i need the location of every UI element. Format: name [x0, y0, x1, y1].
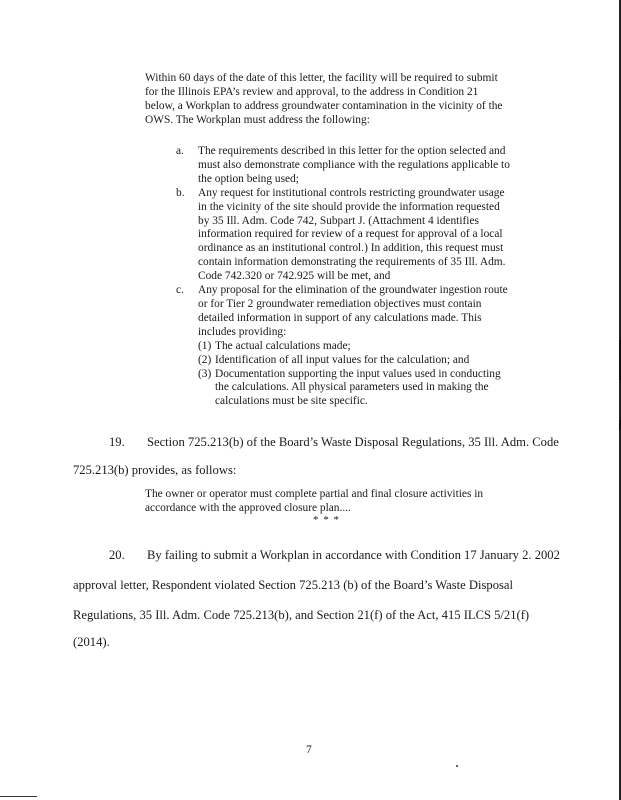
sublist-item: [198, 354, 511, 368]
sublist-item-text: Documentation supporting the input values used in conducting the calculations. All physical parameters used in making the calculations must be site specific.: [215, 367, 501, 408]
sublist-item-number: (3): [198, 367, 212, 380]
paragraph-20-line-1: [109, 540, 560, 570]
list-item-letter: b.: [176, 186, 185, 199]
sublist-item-text: The actual calculations made;: [215, 339, 351, 352]
list-item-text: Any proposal for the elimination of the groundwater ingestion route or for Tier 2 groundwater remediation objectives must contain detailed information in support of any calculations made. This includes providing:: [198, 284, 508, 338]
list-item-letter: a.: [176, 145, 184, 157]
ellipsis-stars: * * *: [313, 514, 340, 526]
scan-speck: [456, 765, 458, 767]
bottom-rule: [0, 796, 37, 797]
sublist-item: [198, 340, 511, 354]
sublist-item-text: Identification of all input values for the calculation; and: [215, 353, 470, 366]
list-item-text: Any request for institutional controls restricting groundwater usage in the vicinity of the site should provide the information requested by 35 Ill. Adm. Code 742, Subpart J. (Attachment 4 identifies information required for review of a request for approval of a local ordinance as an institutional control.) In addition, this request must contain information demonstrating the requirements of 35 Ill. Adm. Code 742.320 or 742.925 will be met, and: [198, 186, 506, 283]
paragraph-19-line-1: [109, 427, 559, 457]
list-item: [176, 284, 511, 409]
page-number: 7: [306, 744, 312, 756]
sublist-item-number: (2): [198, 353, 212, 366]
paragraph-number: 19.: [109, 435, 125, 449]
closure-quote: The owner or operator must complete partial and final closure activities in accordance with the approved closure plan....: [145, 488, 484, 514]
list-item: [176, 145, 511, 187]
sublist-item: [198, 368, 511, 410]
paragraph-text: Section 725.213(b) of the Board’s Waste Disposal Regulations, 35 Ill. Adm. Code: [147, 435, 559, 449]
workplan-requirements-list: [176, 145, 511, 409]
paragraph-20-line-3: Regulations, 35 Ill. Adm. Code 725.213(b), and Section 21(f) of the Act, 415 ILCS 5/21(f): [73, 608, 530, 622]
paragraph-number: 20.: [109, 548, 125, 562]
list-item-text: The requirements described in this letter for the option selected and must also demonstrate compliance with the regulations applicable to the option being used;: [198, 145, 510, 185]
paragraph-20-line-4: (2014).: [73, 635, 110, 649]
list-item: [176, 187, 511, 284]
paragraph-text: By failing to submit a Workplan in accordance with Condition 17 January 2. 2002: [147, 548, 560, 562]
paragraph-19-line-2: 725.213(b) provides, as follows:: [73, 463, 237, 477]
sublist-item-number: (1): [198, 339, 212, 352]
condition-quote: Within 60 days of the date of this letter, the facility will be required to submit for the Illinois EPA’s review and approval, to the address in Condition 21 below, a Workplan to address groundwater contamination in the vicinity of the OWS. The Workplan must address the following:: [145, 72, 503, 126]
paragraph-20-line-2: approval letter, Respondent violated Section 725.213 (b) of the Board’s Waste Disposal: [73, 578, 513, 592]
calculation-sublist: [198, 340, 511, 410]
list-item-letter: c.: [176, 284, 184, 297]
